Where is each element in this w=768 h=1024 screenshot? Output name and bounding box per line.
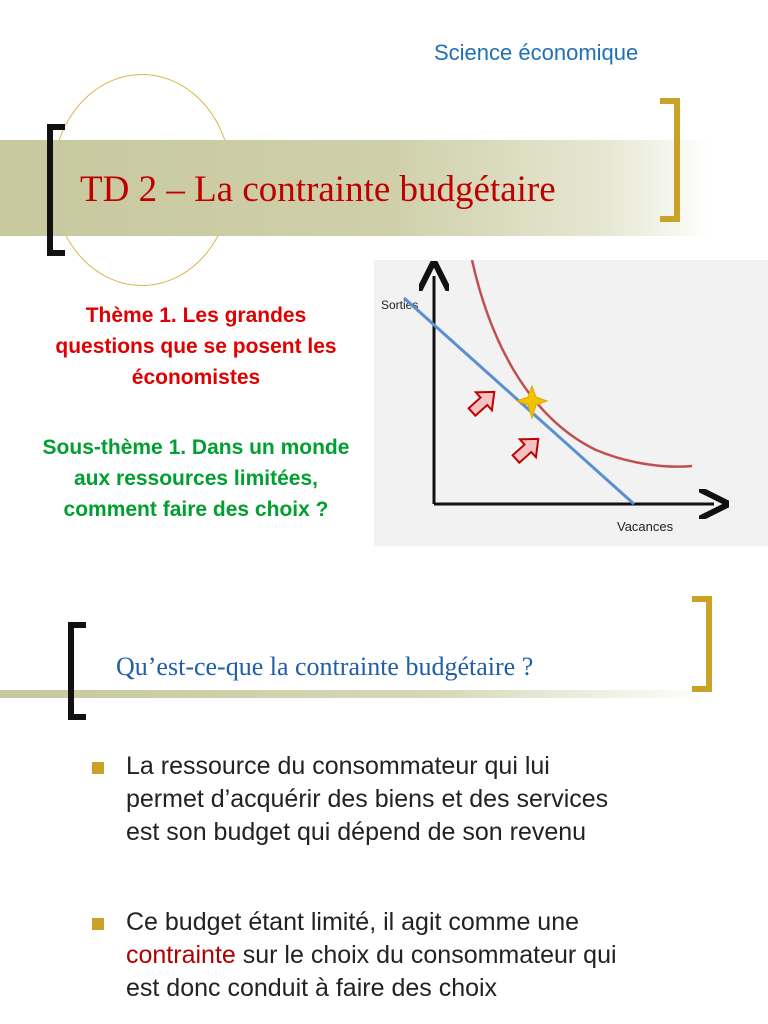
highlight-word: contrainte [126, 941, 236, 969]
bullet-icon [92, 918, 104, 930]
x-axis-label: Vacances [617, 519, 674, 534]
bullet-line-rest: sur le choix du consommateur qui [235, 941, 617, 969]
bullet-line: est donc conduit à faire des choix [126, 974, 498, 1002]
subtheme-heading: Sous-thème 1. Dans un monde aux ressources limitées, comment faire des choix ? [42, 436, 350, 521]
bullet-text [126, 750, 746, 849]
bullet-text [126, 906, 746, 1005]
y-axis-label: Sorties [381, 298, 419, 312]
bullet-icon [92, 762, 104, 774]
budget-chart [374, 260, 768, 546]
left-bracket [68, 622, 86, 720]
budget-chart-svg [374, 260, 768, 546]
page-title: TD 2 – La contrainte budgétaire [80, 169, 556, 210]
bullet-line: est son budget qui dépend de son revenu [126, 818, 587, 846]
theme-heading: Thème 1. Les grandes questions que se posent les économistes [55, 304, 337, 389]
right-bracket [660, 98, 680, 222]
arrow-icon [464, 383, 502, 421]
bullet-line [126, 939, 746, 972]
left-bracket [47, 124, 65, 256]
subject-label: Science économique [434, 40, 639, 65]
right-bracket [692, 596, 712, 692]
arrow-icon [508, 430, 546, 468]
bullet-line: La ressource du consommateur qui lui [126, 752, 550, 780]
section-band [0, 690, 713, 698]
section-title: Qu’est-ce-que la contrainte budgétaire ? [116, 652, 534, 681]
indifference-curve [472, 260, 692, 467]
bullet-line: permet d’acquérir des biens et des services [126, 785, 609, 813]
optimum-star-icon [517, 386, 547, 418]
bullet-line: Ce budget étant limité, il agit comme une [126, 908, 580, 936]
